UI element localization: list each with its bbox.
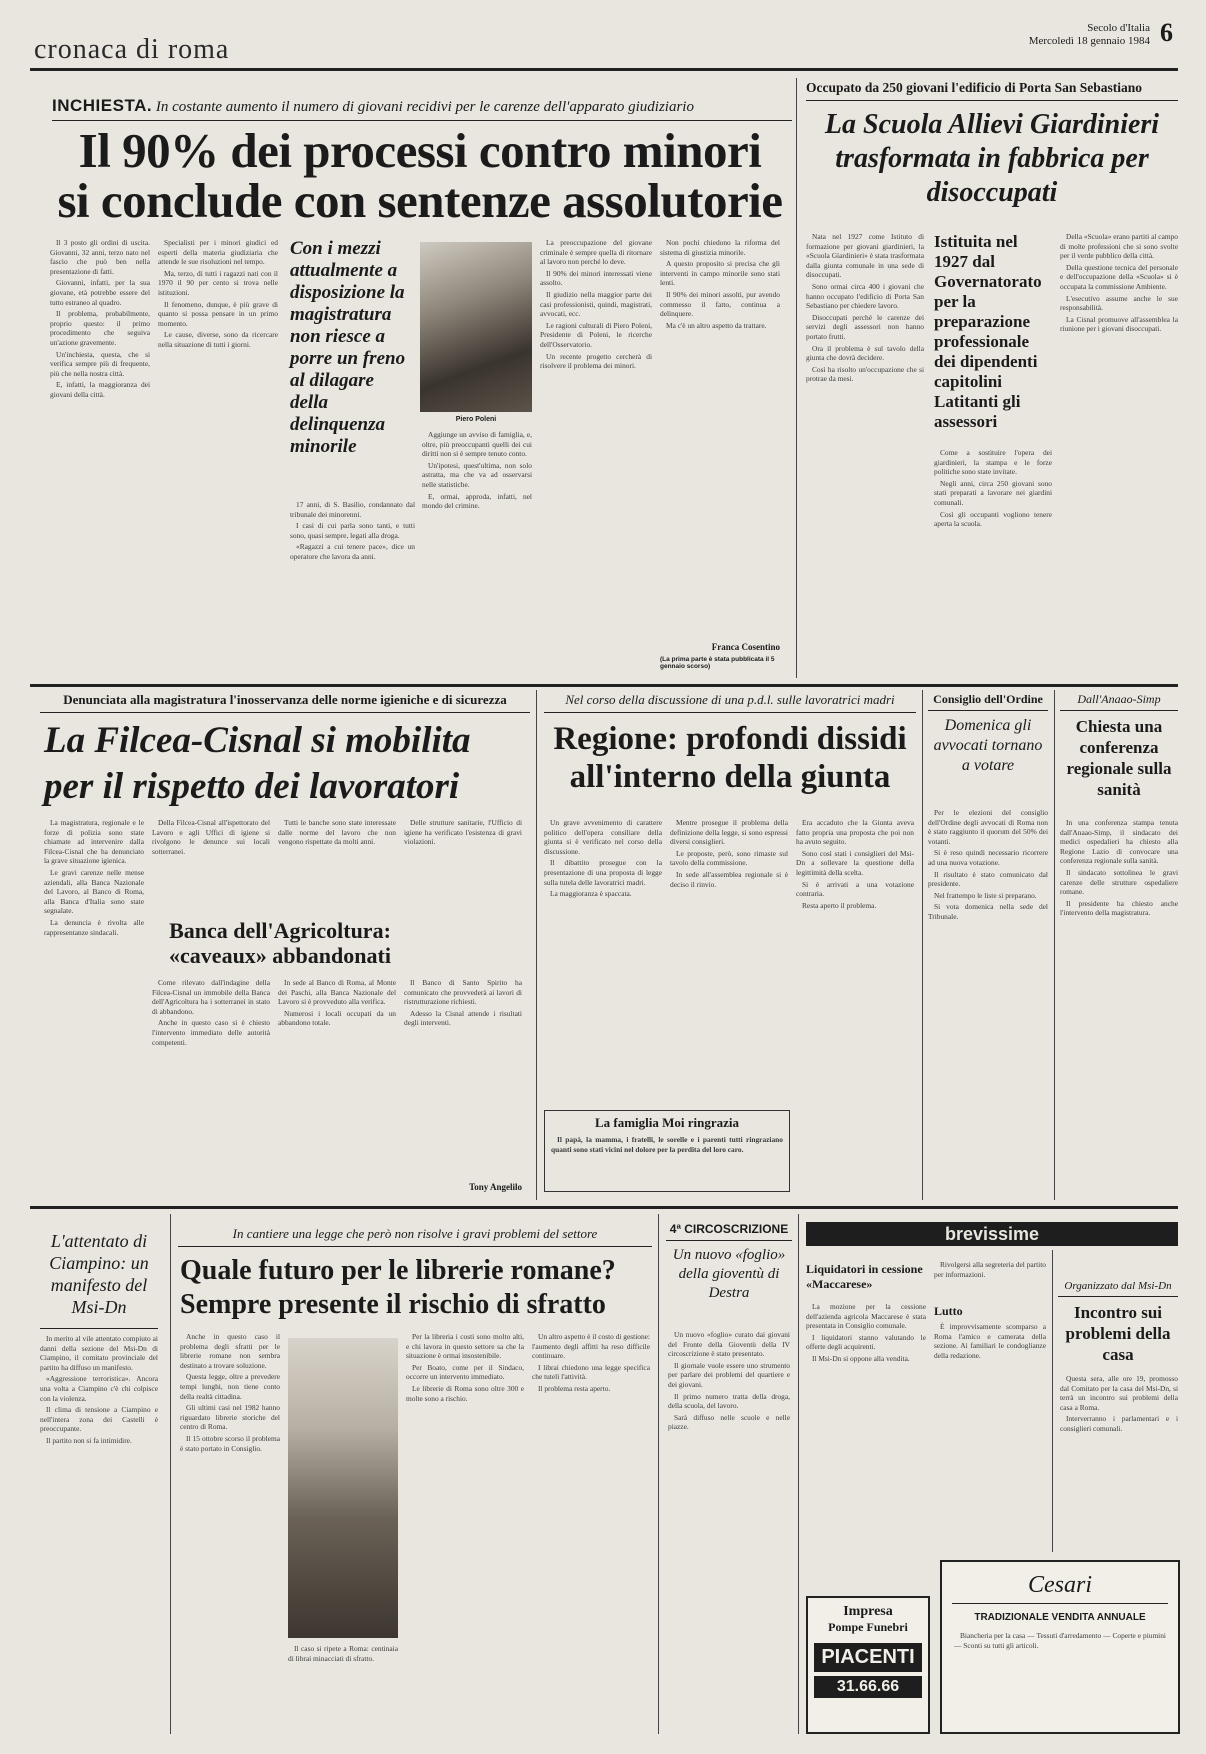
filcea-text-col4: Delle strutture sanitarie, l'Ufficio di igiene ha verificato l'esistenza di gravi violazioni. bbox=[404, 818, 522, 847]
column-divider-mid1 bbox=[536, 690, 537, 1200]
avvocati-headline: Domenica gli avvocati tornano a votare bbox=[933, 717, 1043, 774]
ad-funebri-name: PIACENTI bbox=[814, 1643, 922, 1672]
photo-caption: Piero Poleni bbox=[455, 416, 497, 423]
brevissime-item2-text: È improvvisamente scomparso a Roma l'amico e camerata della sezione. Ai familiari le condoglianze della redazione. bbox=[934, 1322, 1046, 1360]
giardinieri-headline: La Scuola Allievi Giardinieri trasformata in fabbrica per disoccupati bbox=[824, 109, 1160, 208]
avvocati-text: Per le elezioni del consiglio dell'Ordine degli avvocati di Roma non è stato raggiunto il quorum del 50% dei votanti. Si è reso quindi necessario ricorrere ad una nuova votazione. Il risultato è stato comunicato dal presidente. Nel frattempo le liste si preparano. Si vota domenica nella sede del Tribunale. bbox=[928, 808, 1048, 921]
casa-kicker: Organizzato dal Msi-Dn bbox=[1064, 1280, 1172, 1292]
main-tag: INCHIESTA. bbox=[52, 96, 153, 115]
main-headline-line1: Il 90% dei processi contro minori bbox=[78, 123, 762, 178]
circoscrizione-headline: Un nuovo «foglio» della gioventù di Destra bbox=[672, 1247, 786, 1301]
page-number: 6 bbox=[1160, 18, 1173, 47]
main-text-col4: Aggiunge un avviso di famiglia, e, oltre, più preoccupanti quelli dei cui diritti non si è sempre tenuto conto. Un'ipotesi, quest'ultima, non solo astratta, ma che va ad osservarsi nelle statistiche. E, ormai, approda, infatti, nel mondo del crimine. bbox=[422, 430, 532, 511]
main-byline: Franca Cosentino bbox=[711, 642, 780, 652]
librerie-photo-text: Il caso si ripete a Roma: centinaia di librai minacciati di sfratto. bbox=[288, 1644, 398, 1663]
main-headline-line2: si conclude con sentenze assolutorie bbox=[57, 173, 783, 228]
filcea-subhead: Banca dell'Agricoltura: «caveaux» abbandonati bbox=[169, 918, 391, 968]
filcea-headline-line2: per il rispetto dei lavoratori bbox=[44, 766, 460, 807]
librerie-photo bbox=[288, 1338, 398, 1638]
ad-cesari-brand: Cesari bbox=[1027, 1572, 1092, 1598]
regione-kicker: Nel corso della discussione di una p.d.l. sulle lavoratrici madri bbox=[565, 692, 895, 707]
giardinieri-sidebar: Istituita nel 1927 dal Governatorato per la preparazione professionale dei dipendenti capitolini Latitanti gli assessori bbox=[934, 232, 1042, 431]
casa-headline: Incontro sui problemi della casa bbox=[1065, 1303, 1171, 1364]
regione-byline: Tony Angelilo bbox=[469, 1182, 522, 1192]
giardinieri-text-col3: Della «Scuola» erano partiti al campo di molte professioni che si sono svolte per il verde pubblico della città. Della questione tecnica del personale e dell'occupazione della «Scuola» si è occupata la commissione Ambiente. L'esecutivo assume anche le sue responsabilità. La Cisnal promuove all'assemblea la riunione per i giovani disoccupati. bbox=[1060, 232, 1178, 334]
filcea-kicker: Denunciata alla magistratura l'inosservanza delle norme igieniche e di sicurezza bbox=[63, 692, 507, 707]
casa-text: Questa sera, alle ore 19, promosso dal Comitato per la casa del Msi-Dn, si terrà un incontro sui problemi della casa a Roma. Interverranno i parlamentari e i consiglieri comunali. bbox=[1060, 1374, 1178, 1433]
filcea-text-col6: In sede al Banco di Roma, al Monte dei Paschi, alla Banca Nazionale del Lavoro si è provveduto alla verifica. Numerosi i locali occupati da un abbandono totale. bbox=[278, 978, 396, 1028]
main-pullquote: Con i mezzi attualmente a disposizione la magistratura non riesce a porre un freno al dilagare della delinquenza minorile bbox=[290, 238, 406, 457]
brevissime-item2-intro: Rivolgersi alla segreteria del partito per informazioni. bbox=[934, 1260, 1046, 1279]
librerie-text-col2: Per la libreria i costi sono molto alti, e chi lavora in questo settore sa che la situazione è ormai insostenibile. Per Boato, come per il Sindaco, occorre un intervento immediato. Le librerie di Roma sono oltre 300 e molte sono a rischio. bbox=[406, 1332, 524, 1403]
main-text-col5: La preoccupazione del giovane criminale è sempre quella di ritornare al lavoro non perché lo deve. Il 90% dei minori interessati viene assolto. Il giudizio nella maggior parte dei casi professionisti, quindi, magistrati, avvocati, ecc. Le ragioni culturali di Piero Poleni, Presidente di Poleni, le ricerche dell'Osservatorio. Un recente progetto cercherà di risolvere il problema dei minori. bbox=[540, 238, 652, 371]
ad-funebri-phone: 31.66.66 bbox=[814, 1676, 922, 1698]
librerie-headline-line1: Quale futuro per le librerie romane? bbox=[180, 1255, 616, 1286]
sanita-headline: Chiesta una conferenza regionale sulla sanità bbox=[1066, 717, 1172, 799]
filcea-text-col1: La magistratura, regionale e le forze di polizia sono state chiamate ad intervenire dalla Filcea-Cisnal che ha denunciato la grave situazione igienica. Le gravi carenze nelle mense aziendali, alla Banca Nazionale del Lavoro, al Banco di Roma, alla Banca d'Italia sono state segnalate. La denuncia è rivolta alle rappresentanze sindacali. bbox=[44, 818, 144, 937]
main-headline bbox=[40, 123, 800, 228]
column-divider-bot2 bbox=[658, 1214, 659, 1734]
section-title: cronaca di roma bbox=[34, 34, 230, 65]
regione-text-col3: Era accaduto che la Giunta aveva fatto propria una proposta che poi non ha avuto seguito. Sono così stati i consiglieri del Msi-Dn a sollevare la questione della legittimità della scelta. Si è arrivati a una votazione contraria. Resta aperto il problema. bbox=[796, 818, 914, 910]
giardinieri-kicker-rule bbox=[806, 100, 1178, 101]
ciampino-headline: L'attentato di Ciampino: un manifesto del Msi-Dn bbox=[49, 1231, 149, 1317]
regione-text-col2: Mentre prosegue il problema della definizione della legge, si sono espressi diversi consiglieri. Le proposte, però, sono rimaste sul tavolo della commissione. In sede all'assemblea regionale si è deciso il rinvio. bbox=[670, 818, 788, 889]
giardinieri-kicker: Occupato da 250 giovani l'edificio di Porta San Sebastiano bbox=[806, 80, 1143, 95]
librerie-headline-line2: Sempre presente il rischio di sfratto bbox=[180, 1289, 606, 1320]
brevissime-title: brevissime bbox=[806, 1222, 1178, 1246]
brevissime-item1-title: Liquidatori in cessione «Maccarese» bbox=[806, 1262, 923, 1291]
librerie-kicker: In cantiere una legge che però non risolve i gravi problemi del settore bbox=[232, 1226, 598, 1241]
ad-cesari bbox=[940, 1560, 1180, 1734]
section-rule-1 bbox=[30, 684, 1178, 687]
librerie-kicker-rule bbox=[178, 1246, 652, 1247]
regione-kicker-rule bbox=[544, 712, 916, 713]
column-divider-mid2 bbox=[922, 690, 923, 1200]
masthead bbox=[930, 22, 1150, 48]
ad-cesari-rule bbox=[952, 1603, 1168, 1604]
circoscrizione-rule bbox=[666, 1240, 792, 1241]
sanita-kicker: Dall'Anaao-Simp bbox=[1077, 692, 1161, 706]
ad-cesari-sale: TRADIZIONALE VENDITA ANNUALE bbox=[974, 1612, 1146, 1623]
ad-funebri bbox=[806, 1596, 930, 1734]
moi-box-text: Il papà, la mamma, i fratelli, le sorelle e i parenti tutti ringraziano quanti sono stati vicini nel dolore per la perdita del loro caro. bbox=[551, 1135, 783, 1154]
ad-funebri-line2: Pompe Funebri bbox=[828, 1620, 908, 1634]
filcea-text-col5: Come rilevato dall'indagine della Filcea-Cisnal un immobile della Banca dell'Agricoltura ha i sotterranei in stato di abbandono. Anche in questo caso si è chiesto l'intervento immediato delle autorità competenti. bbox=[152, 978, 270, 1047]
main-kicker-rule bbox=[52, 120, 792, 121]
giardinieri-text-col2: Come a sostituire l'opera dei giardinieri, la stampa e le forze politiche sono state invitate. Negli anni, circa 250 giovani sono stati preparati a lavorare nei giardini comunali. Così gli occupanti vogliono tenere aperta la scuola. bbox=[934, 448, 1052, 529]
column-divider-top bbox=[796, 78, 797, 678]
main-text-col1: Il 3 posto gli ordini di uscita. Giovanni, 32 anni, terzo nato nel fascio che può ben nella presentazione di fatti. Giovanni, infatti, per la sua giovane, età potrebbe essere del tutto estraneo al quadro. Il problema, probabilmente, proprio questo: il primo procedimento che seguiva un'azione gravemente. Un'inchiesta, questa, che si verifica sempre più di frequente, più che nella nostra città. E, infatti, la maggioranza dei giovani della città. bbox=[50, 238, 150, 399]
header-rule bbox=[30, 68, 1178, 71]
portrait-photo bbox=[420, 242, 532, 412]
ciampino-text: In merito al vile attentato compiuto ai danni della sezione del Msi-Dn di Ciampino, il comitato provinciale del partito ha diffuso un manifesto. «Aggressione terroristica». Ancora una volta a Ciampino c'è chi colpisce con la violenza. Il clima di tensione a Ciampino e nell'intera zona dei Castelli è preoccupante. Il partito non si fa intimidire. bbox=[40, 1334, 158, 1445]
main-kicker-text: In costante aumento il numero di giovani recidivi per le carenze dell'apparato giudiziario bbox=[155, 99, 694, 115]
column-divider-bot4 bbox=[1052, 1250, 1053, 1552]
librerie-text-col3: Un altro aspetto è il costo di gestione: l'aumento degli affitti ha reso difficile continuare. I librai chiedono una legge specifica che tuteli l'attività. Il problema resta aperto. bbox=[532, 1332, 650, 1393]
circoscrizione-kicker: 4ª CIRCOSCRIZIONE bbox=[669, 1222, 789, 1236]
brevissime-item1-text: La mozione per la cessione dell'azienda agricola Maccarese è stata presentata in Consiglio comunale. I liquidatori stanno valutando le offerte degli acquirenti. Il Msi-Dn si oppone alla vendita. bbox=[806, 1302, 926, 1363]
giardinieri-text-col1: Nata nel 1927 come Istituto di formazione per giovani giardinieri, la «Scuola Giardinieri» è stata trasformata dalla giunta comunale in una sede di disoccupati. Sono ormai circa 400 i giovani che hanno occupato l'edificio di Porta San Sebastiano per chiedere lavoro. Disoccupati perché le carenze dei servizi degli assessori non hanno portato frutti. Ora il problema è sul tavolo della giunta che dovrà decidere. Così ha risolto un'occupazione che si protrae da mesi. bbox=[806, 232, 924, 384]
main-text-col3: 17 anni, di S. Basilio, condannato dal tribunale dei minorenni. I casi di cui parla sono tanti, e tutti sono, quasi sempre, legati alla droga. «Ragazzi a cui tenere pace», dice un operatore che lavora da anni. bbox=[290, 500, 415, 561]
regione-text-col1: Un grave avvenimento di carattere politico dell'opera consiliare della giunta si è verificato nel corso della discussione. Il dibattito prosegue con la presentazione di una proposta di legge sulla tutela delle lavoratrici madri. La maggioranza è spaccata. bbox=[544, 818, 662, 899]
filcea-text-col7: Il Banco di Santo Spirito ha comunicato che provvederà ai lavori di ristrutturazione richiesti. Adesso la Cisnal attende i risultati degli interventi. bbox=[404, 978, 522, 1028]
casa-rule bbox=[1058, 1296, 1178, 1297]
main-footnote: (La prima parte è stata pubblicata il 5 gennaio scorso) bbox=[660, 656, 775, 670]
ciampino-rule bbox=[40, 1328, 158, 1329]
filcea-text-col3: Tutti le banche sono state interessate dalle norme del lavoro che non vengono rispettate da molti anni. bbox=[278, 818, 396, 847]
sanita-kicker-rule bbox=[1060, 710, 1178, 711]
librerie-headline bbox=[180, 1254, 660, 1322]
brevissime-item2-title: Lutto bbox=[934, 1304, 963, 1318]
sanita-text: In una conferenza stampa tenuta dall'Anaao-Simp, il sindacato dei medici ospedalieri ha chiesto alla Regione Lazio di convocare una conferenza regionale sulla sanità. Il sindacato sottolinea le gravi carenze delle strutture ospedaliere romane. Il presidente ha chiesto anche l'intervento della magistratura. bbox=[1060, 818, 1178, 918]
filcea-kicker-rule bbox=[40, 712, 530, 713]
avvocati-kicker: Consiglio dell'Ordine bbox=[933, 692, 1043, 706]
column-divider-bot1 bbox=[170, 1214, 171, 1734]
filcea-headline bbox=[44, 718, 534, 810]
column-divider-bot3 bbox=[798, 1214, 799, 1734]
ad-cesari-text: Biancheria per la casa — Tessuti d'arredamento — Coperte e piumini — Sconti su tutti gli articoli. bbox=[954, 1631, 1166, 1650]
filcea-headline-line1: La Filcea-Cisnal si mobilita bbox=[44, 720, 471, 761]
issue-date: Mercoledì 18 gennaio 1984 bbox=[1028, 35, 1150, 47]
main-text-col2: Specialisti per i minori giudici ed esperti della materia giudiziaria che attende le sue risoluzioni nel tempo. Ma, terzo, di tutti i ragazzi nati con il 1970 il 90 per cento si trova nelle istituzioni. Il fenomeno, dunque, è più grave di quanto si possa pensare in un primo momento. Le cause, diverse, sono da ricercare nella situazione di tutti i giorni. bbox=[158, 238, 278, 349]
filcea-text-col2: Della Filcea-Cisnal all'ispettorato del Lavoro e agli Uffici di igiene si rivolgono le denunce sui locali sotterranei. bbox=[152, 818, 270, 856]
moi-box bbox=[544, 1110, 790, 1192]
main-kicker bbox=[52, 96, 792, 116]
regione-headline: Regione: profondi dissidi all'interno della giunta bbox=[553, 721, 907, 795]
newspaper-name: Secolo d'Italia bbox=[1087, 22, 1150, 34]
main-text-col6: Non pochi chiedono la riforma del sistema di giustizia minorile. A questo proposito si precisa che gli interventi in campo minorile sono stati lenti. Il 90% dei minori assolti, pur avendo commesso il fatto, continua a delinquere. Ma c'è un altro aspetto da trattare. bbox=[660, 238, 780, 330]
column-divider-mid3 bbox=[1054, 690, 1055, 1200]
circoscrizione-text: Un nuovo «foglio» curato dai giovani del Fronte della Gioventù della IV circoscrizione è stato presentato. Il giornale vuole essere uno strumento per parlare dei problemi del quartiere e dei giovani. Il primo numero tratta della droga, della scuola, del lavoro. Sarà diffuso nelle scuole e nelle piazze. bbox=[668, 1330, 790, 1432]
moi-box-title: La famiglia Moi ringrazia bbox=[594, 1115, 740, 1130]
avvocati-kicker-rule bbox=[928, 710, 1048, 711]
librerie-text-col1: Anche in questo caso il problema degli sfratti per le librerie romane non sembra destinato a trovare soluzione. Questa legge, oltre a prevedere tempi lunghi, non tiene conto della realtà cittadina. Gli ultimi casi nel 1982 hanno riguardato librerie storiche del centro di Roma. Il 15 ottobre scorso il problema è stato portato in Consiglio. bbox=[180, 1332, 280, 1453]
section-rule-2 bbox=[30, 1206, 1178, 1209]
ad-funebri-line1: Impresa bbox=[843, 1604, 893, 1619]
